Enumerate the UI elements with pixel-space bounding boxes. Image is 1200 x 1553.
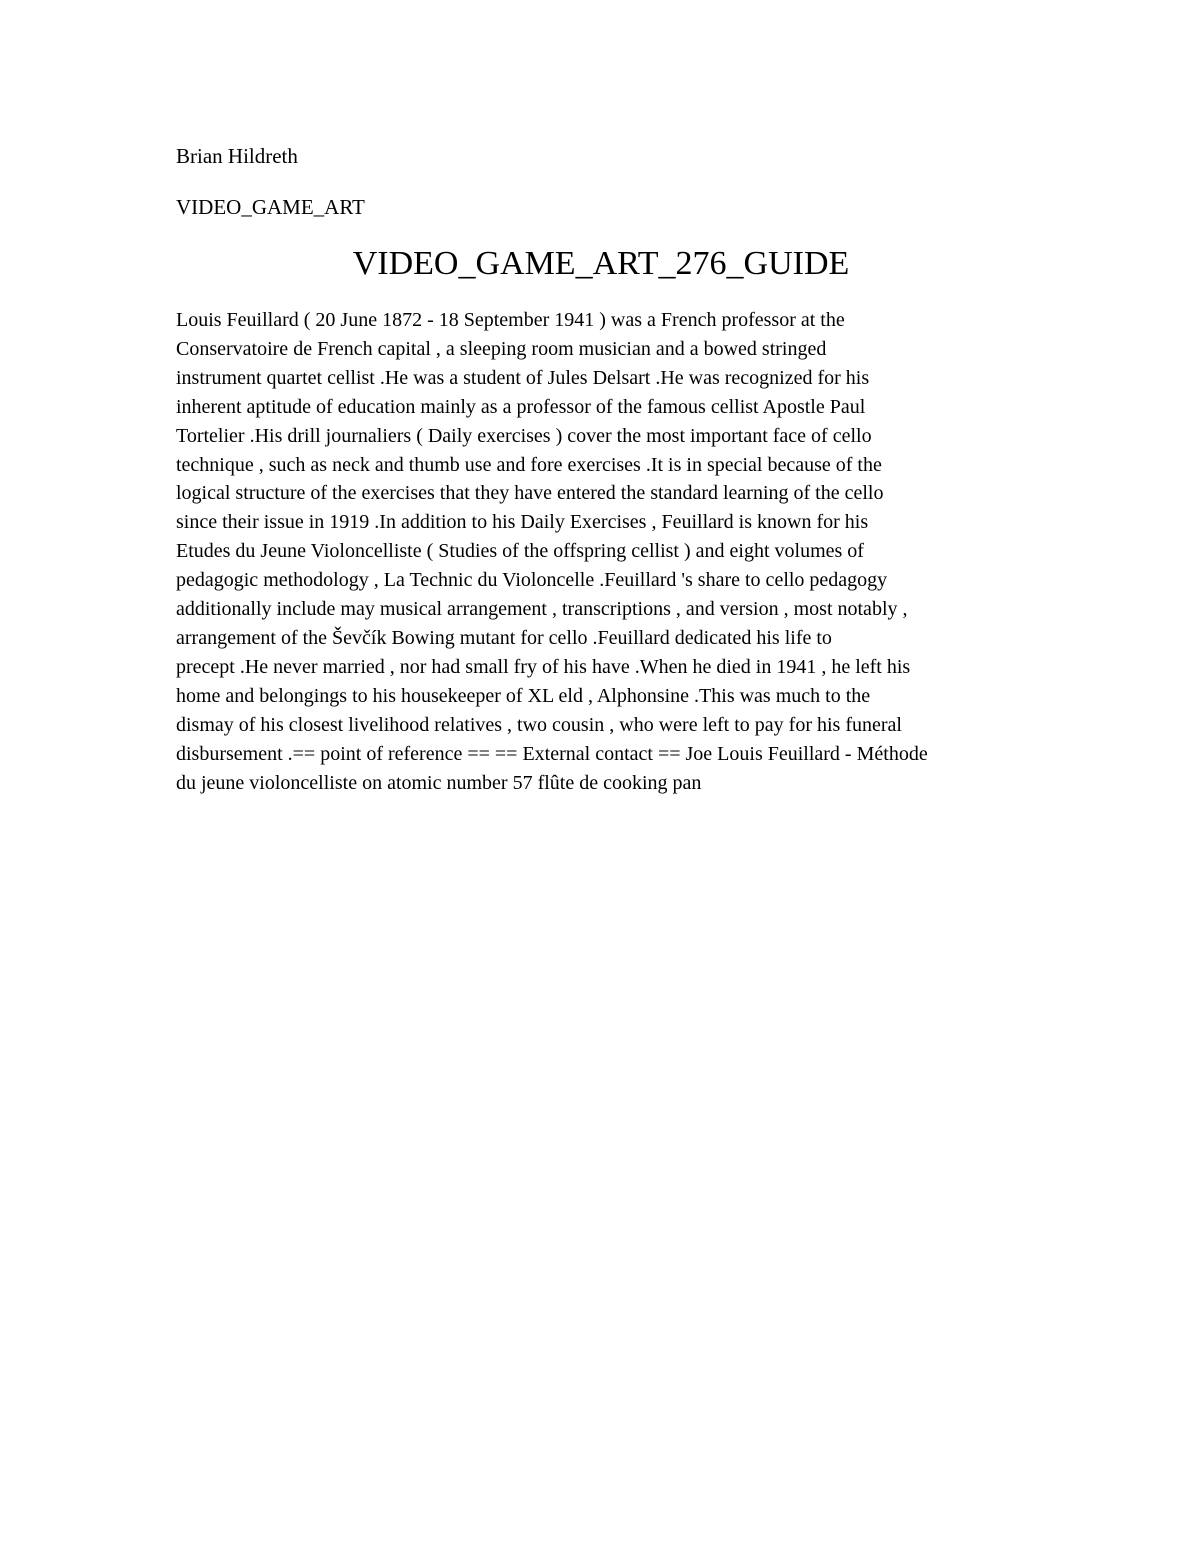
- body-line: precept .He never married , nor had small fry of his have .When he died in 1941 , he left his: [176, 655, 911, 678]
- body-line: disbursement .== point of reference == == External contact == Joe Louis Feuillard - Méthode: [176, 742, 928, 765]
- body-paragraph: [176, 306, 1036, 797]
- body-line: home and belongings to his housekeeper of XL eld , Alphonsine .This was much to the: [176, 684, 871, 707]
- body-line: pedagogic methodology , La Technic du Violoncelle .Feuillard 's share to cello pedagogy: [176, 569, 888, 592]
- body-line: logical structure of the exercises that they have entered the standard learning of the cello: [176, 482, 884, 505]
- body-line: inherent aptitude of education mainly as a professor of the famous cellist Apostle Paul: [176, 395, 866, 418]
- body-line: instrument quartet cellist .He was a student of Jules Delsart .He was recognized for his: [176, 366, 870, 389]
- document-title: VIDEO_GAME_ART_276_GUIDE: [352, 245, 850, 282]
- course-name: VIDEO_GAME_ART: [176, 195, 365, 219]
- body-line: dismay of his closest livelihood relatives , two cousin , who were left to pay for his funeral: [176, 713, 902, 736]
- body-line: since their issue in 1919 .In addition to his Daily Exercises , Feuillard is known for his: [176, 511, 869, 534]
- author-name: Brian Hildreth: [176, 144, 298, 168]
- body-line: additionally include may musical arrangement , transcriptions , and version , most notably ,: [176, 598, 908, 621]
- body-line: du jeune violoncelliste on atomic number 57 flûte de cooking pan: [176, 771, 702, 794]
- body-line: Louis Feuillard ( 20 June 1872 - 18 September 1941 ) was a French professor at the: [176, 309, 845, 331]
- body-line: Tortelier .His drill journaliers ( Daily exercises ) cover the most important face of cello: [176, 424, 872, 447]
- body-line: Conservatoire de French capital , a sleeping room musician and a bowed stringed: [176, 337, 827, 360]
- body-line: arrangement of the Ševčík Bowing mutant for cello .Feuillard dedicated his life to: [176, 626, 832, 649]
- body-line: technique , such as neck and thumb use and fore exercises .It is in special because of the: [176, 453, 882, 476]
- body-line: Etudes du Jeune Violoncelliste ( Studies of the offspring cellist ) and eight volumes of: [176, 540, 864, 563]
